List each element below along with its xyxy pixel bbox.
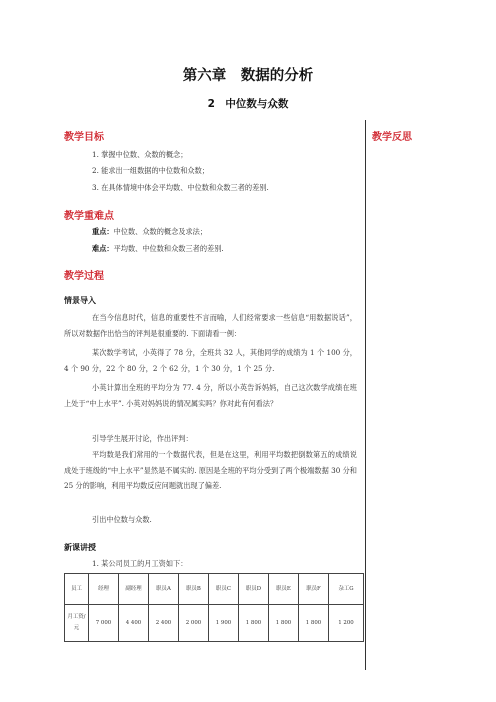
value-cell: 2 400 [149, 605, 179, 642]
intro-heading: 情景导入 [64, 296, 96, 305]
paragraph-1: 在当今信息时代，信息的重要性不言而喻，人们经常要求一些信息“用数据说话”，所以对数据作出恰当的评判是很重要的. 下面请看一例： [64, 313, 357, 338]
key-point-label: 重点： [92, 227, 114, 236]
goal-item-3: 3. 在具体情境中体会平均数、中位数和众数三者的差别. [92, 183, 269, 192]
header-cell: 员工 [65, 574, 89, 605]
goal-item-2: 2. 能求出一组数据的中位数和众数； [92, 166, 209, 175]
header-cell: 杂工G [329, 574, 364, 605]
paragraph-3: 小英计算出全班的平均分为 77. 4 分，所以小英告诉妈妈，自己这次数学成绩在班上处于“中上水平”. 小英对妈妈说的情况属实吗？你对此有何看法？ [64, 383, 357, 408]
value-cell: 4 400 [119, 605, 149, 642]
key-point [92, 225, 207, 238]
hard-point-text: 平均数、中位数和众数三者的差别. [113, 244, 224, 253]
value-cell: 1 800 [299, 605, 329, 642]
header-cell: 职员D [239, 574, 269, 605]
value-cell: 7 000 [89, 605, 119, 642]
value-cell: 1 900 [209, 605, 239, 642]
header-cell: 职员F [299, 574, 329, 605]
header-cell: 副经理 [119, 574, 149, 605]
wage-table-value-row [65, 605, 364, 642]
value-cell: 2 000 [179, 605, 209, 642]
wage-table [64, 573, 364, 642]
value-cell: 1 200 [329, 605, 364, 642]
column-divider [365, 120, 366, 670]
wage-table-header-row [65, 574, 364, 605]
paragraph-4: 引导学生展开讨论，作出评判： [92, 434, 193, 443]
example-line: 1. 某公司员工的月工资如下： [92, 559, 188, 568]
hard-point [92, 242, 224, 255]
new-lesson-heading: 新课讲授 [64, 543, 96, 552]
header-cell: 经理 [89, 574, 119, 605]
paragraph-6: 引出中位数与众数. [92, 515, 152, 524]
chapter-title: 第六章 数据的分析 [182, 68, 314, 84]
goal-item-1: 1. 掌握中位数、众数的概念； [92, 150, 188, 159]
header-cell: 职员A [149, 574, 179, 605]
section-title: 2 中位数与众数 [207, 98, 289, 110]
header-cell: 职员C [209, 574, 239, 605]
value-cell: 1 800 [269, 605, 299, 642]
reflection-heading: 教学反思 [372, 132, 412, 143]
hard-point-label: 难点： [92, 244, 114, 253]
row-label-cell: 月工资/元 [65, 605, 89, 642]
focus-heading: 教学重难点 [64, 211, 114, 222]
header-cell: 职员E [269, 574, 299, 605]
paragraph-2: 某次数学考试，小英得了 78 分，全班共 32 人，其他同学的成绩为 1 个 100 分，4 个 90 分，22 个 80 分，2 个 62 分，1 个 30 分，1 个 25 分. [64, 348, 357, 373]
key-point-text: 中位数、众数的概念及求法； [113, 227, 208, 236]
value-cell: 1 800 [239, 605, 269, 642]
paragraph-5: 平均数是我们常用的一个数据代表，但是在这里，利用平均数把倒数第五的成绩说成处于班级的“中上水平”显然是不属实的. 原因是全班的平均分受到了两个极端数据 30 分和 25 分的影响，利用平均数反应问题就出现了偏差. [64, 450, 357, 490]
header-cell: 职员B [179, 574, 209, 605]
goals-heading: 教学目标 [64, 132, 104, 143]
process-heading: 教学过程 [64, 271, 104, 282]
